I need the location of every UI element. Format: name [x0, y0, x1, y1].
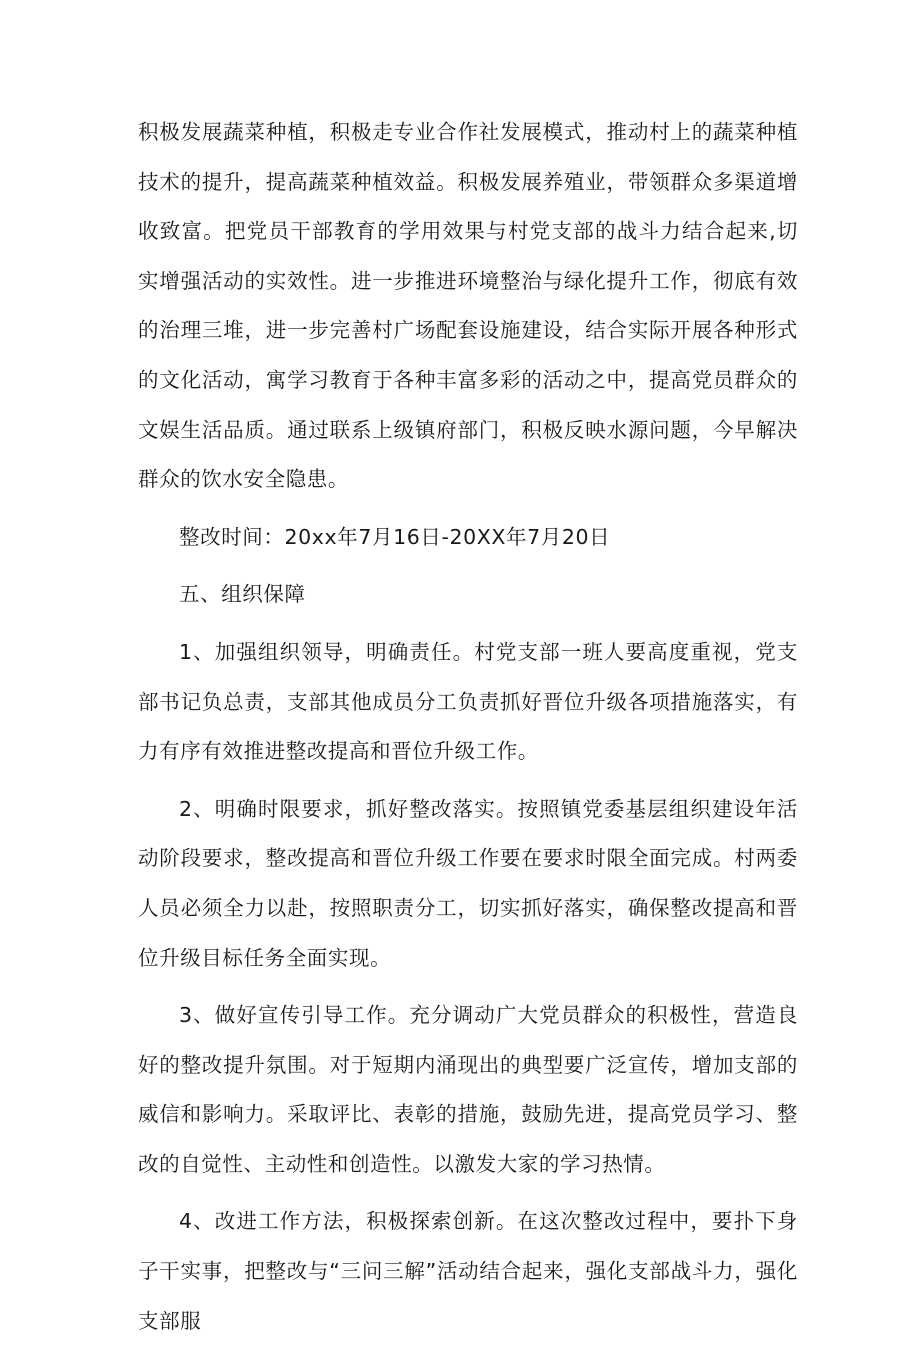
paragraph-item-1: 1、加强组织领导，明确责任。村党支部一班人要高度重视，党支部书记负总责，支部其他成员分工负责抓好晋位升级各项措施落实，有力有序有效推进整改提高和晋位升级工作。 [138, 639, 798, 764]
document-body [138, 108, 798, 1346]
paragraph-rectification-time: 整改时间：20xx年7月16日-20XX年7月20日 [179, 524, 611, 549]
paragraph-item-2: 2、明确时限要求，抓好整改落实。按照镇党委基层组织建设年活动阶段要求，整改提高和晋位升级工作要在要求时限全面完成。村两委人员必须全力以赴，按照职责分工，切实抓好落实，确保整改提高和晋位升级目标任务全面实现。 [138, 796, 798, 970]
paragraph-item-4: 4、改进工作方法，积极探索创新。在这次整改过程中，要扑下身子干实事，把整改与“三问三解”活动结合起来，强化支部战斗力，强化支部服 [138, 1209, 798, 1333]
paragraph-intro-continuation: 积极发展蔬菜种植，积极走专业合作社发展模式，推动村上的蔬菜种植技术的提升，提高蔬菜种植效益。积极发展养殖业，带领群众多渠道增收致富。把党员干部教育的学用效果与村党支部的战斗力结合起来,切实增强活动的实效性。进一步推进环境整治与绿化提升工作，彻底有效的治理三堆，进一步完善村广场配套设施建设，结合实际开展各种形式的文化活动，寓学习教育于各种丰富多彩的活动之中，提高党员群众的文娱生活品质。通过联系上级镇府部门，积极反映水源问题，今早解决群众的饮水安全隐患。 [138, 120, 798, 492]
section-heading: 五、组织保障 [179, 582, 306, 607]
paragraph-item-3: 3、做好宣传引导工作。充分调动广大党员群众的积极性，营造良好的整改提升氛围。对于短期内涌现出的典型要广泛宣传，增加支部的威信和影响力。采取评比、表彰的措施，鼓励先进，提高党员学习、整改的自觉性、主动性和创造性。以激发大家的学习热情。 [138, 1003, 798, 1176]
